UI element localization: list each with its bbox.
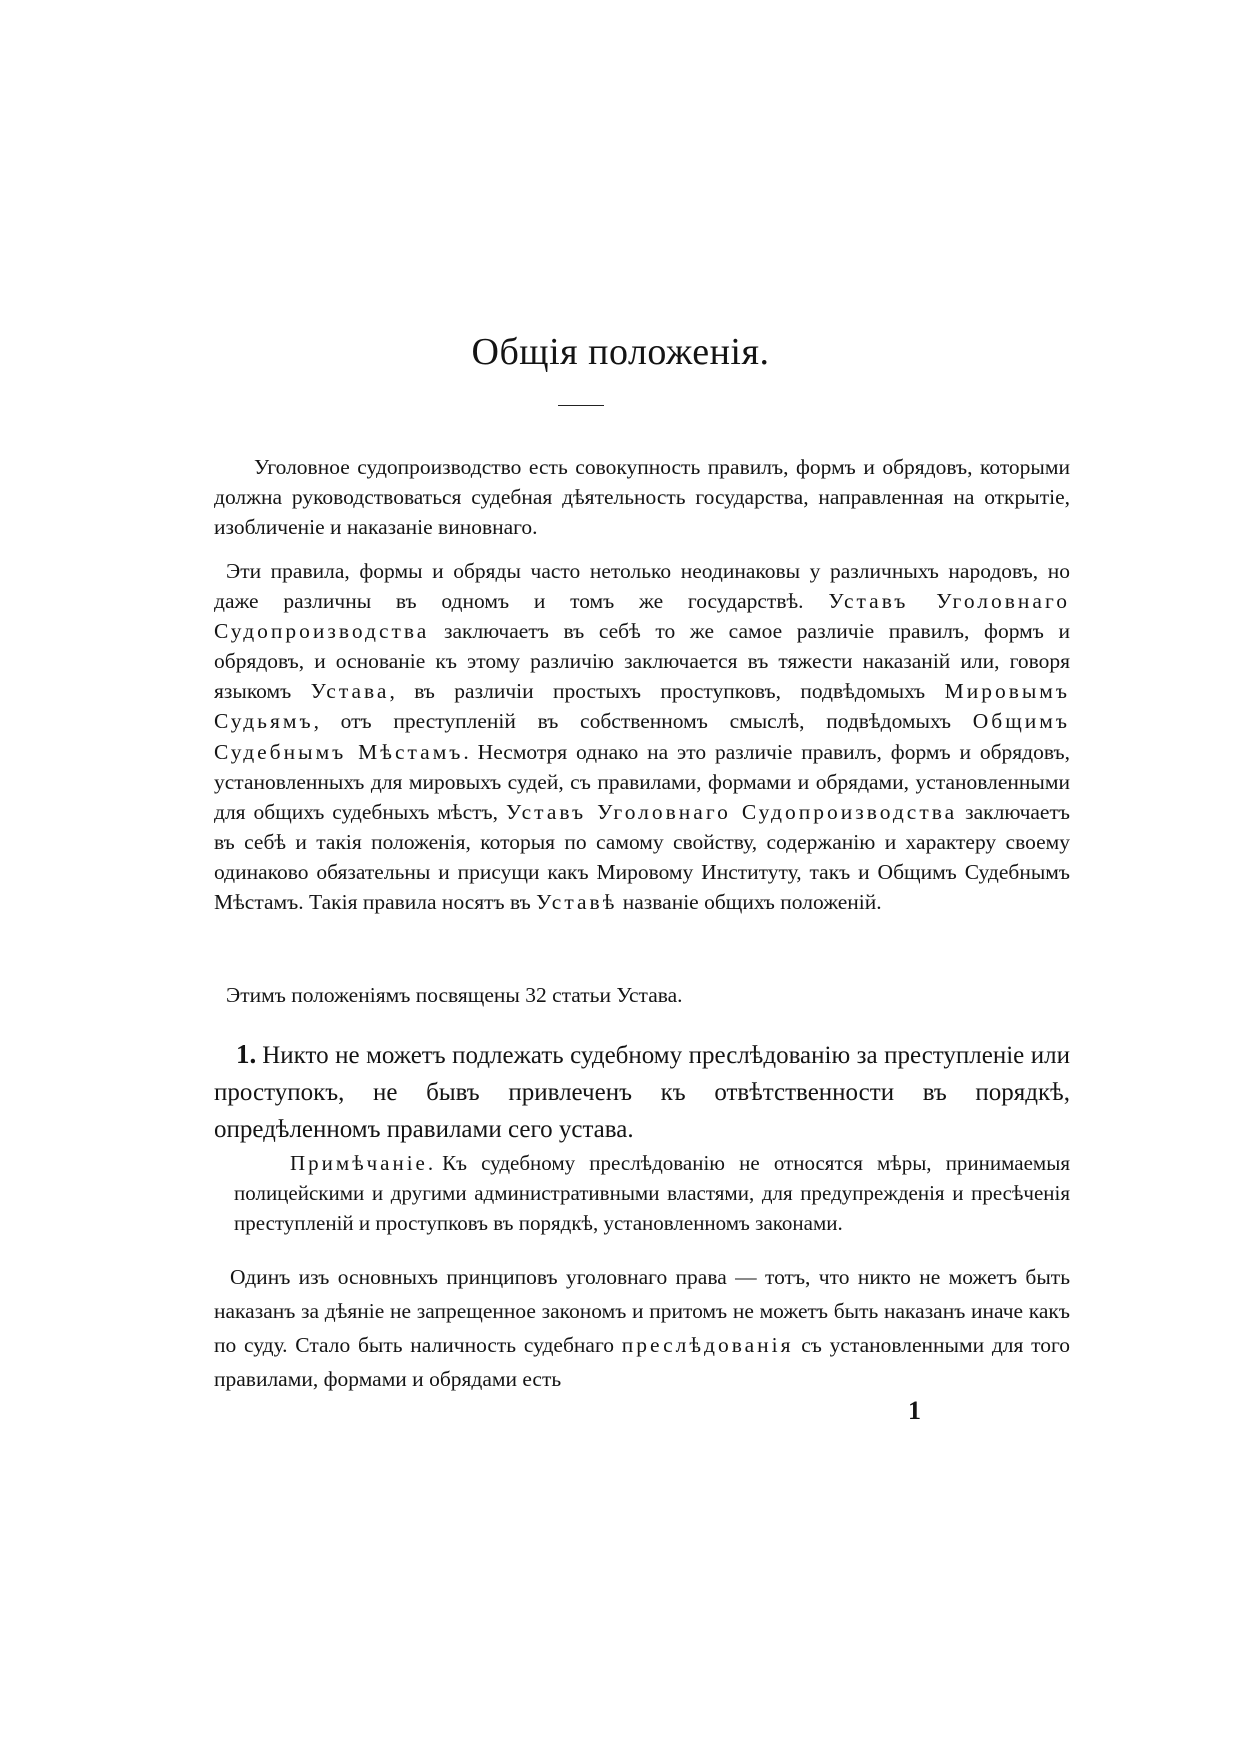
mirovym-sudyam-reference: Мировымъ Судьямъ [214, 679, 1071, 734]
intro-p2-part-g: названіе общихъ положеній. [622, 890, 882, 915]
ustav-reference-1: Уставъ Уголовнаго Судопроизводства [214, 589, 1070, 644]
ustav-reference-4: Уставѣ [536, 890, 618, 915]
obshchim-sudebnym-reference: Общимъ Судебнымъ Мѣстамъ [214, 709, 1070, 764]
commentary-paragraph [214, 1260, 1070, 1396]
commentary-part-a: Одинъ изъ основныхъ принциповъ уголовнаго права — тотъ, что никто не можетъ быть наказанъ за дѣяніе не запрещенное закономъ и притомъ не можетъ быть наказанъ иначе какъ по суду. Стало быть наличность судебнаго [214, 1265, 1070, 1357]
intro-p2-part-f: заключаетъ въ себѣ и такія положенія, которыя по самому свойству, содержанію и характеру своему одинаково обязательны и присущи какъ Мировому Институту, такъ и Общимъ Судебнымъ Мѣстамъ. Такія правила носятъ въ [214, 799, 1070, 915]
note-label: Примѣчаніе. [290, 1151, 437, 1175]
commentary-spaced-word: преслѣдованія [621, 1333, 794, 1357]
intro-p2-part-a: Эти правила, формы и обряды часто нетолько неодинаковы у различныхъ народовъ, но даже различны въ одномъ и томъ же государствѣ. [214, 559, 1070, 614]
page-number: 1 [908, 1396, 921, 1425]
intro-p2-part-b: заключаетъ въ себѣ то же самое различіе правилъ, формъ и обрядовъ, и основаніе къ этому различію заключается въ тяжести наказаній или, говоря языкомъ [214, 619, 1071, 704]
article-text: Никто не можетъ подлежать судебному преслѣдованію за преступленіе или проступокъ, не бывъ привлеченъ къ отвѣтственности въ порядкѣ, опредѣленномъ правилами сего устава. [214, 1042, 1070, 1143]
ustav-reference-3: Уставъ Уголовнаго Судопроизводства [506, 799, 958, 824]
intro-p2-part-e: . Несмотря однако на это различіе правилъ, формъ и обрядовъ, установленныхъ для мировыхъ судей, съ правилами, формами и обрядами, установленными для общихъ судебныхъ мѣстъ, [214, 739, 1070, 824]
intro-p2-part-d: , отъ преступленій въ собственномъ смыслѣ, подвѣдомыхъ [313, 709, 952, 734]
intro-p2-part-c: , въ различіи простыхъ проступковъ, подвѣдомыхъ [389, 679, 926, 704]
intro-paragraph-1: Уголовное судопроизводство есть совокупность правилъ, формъ и обрядовъ, которыми должна руководствоваться судебная дѣятельность государства, направленная на открытіе, изобличеніе и наказаніе виновнаго. [214, 455, 1070, 540]
note-text: Къ судебному преслѣдованію не относятся мѣры, принимаемыя полицейскими и другими административными властями, для предупрежденія и пресѣченія преступленій и проступковъ въ порядкѣ, установленномъ законами. [234, 1151, 1070, 1235]
article-number: 1. [236, 1039, 257, 1069]
intro-paragraph-3: Этимъ положеніямъ посвящены 32 статьи Устава. [226, 983, 683, 1007]
section-title: Общія положенія. [471, 331, 770, 373]
title-divider [558, 405, 604, 406]
commentary-part-b: съ установленными для того правилами, формами и обрядами есть [214, 1333, 1071, 1391]
ustav-reference-2: Устава [310, 679, 390, 704]
article-note [234, 1148, 1070, 1238]
article-1 [214, 1036, 1070, 1148]
intro-paragraph-2 [214, 556, 1070, 917]
